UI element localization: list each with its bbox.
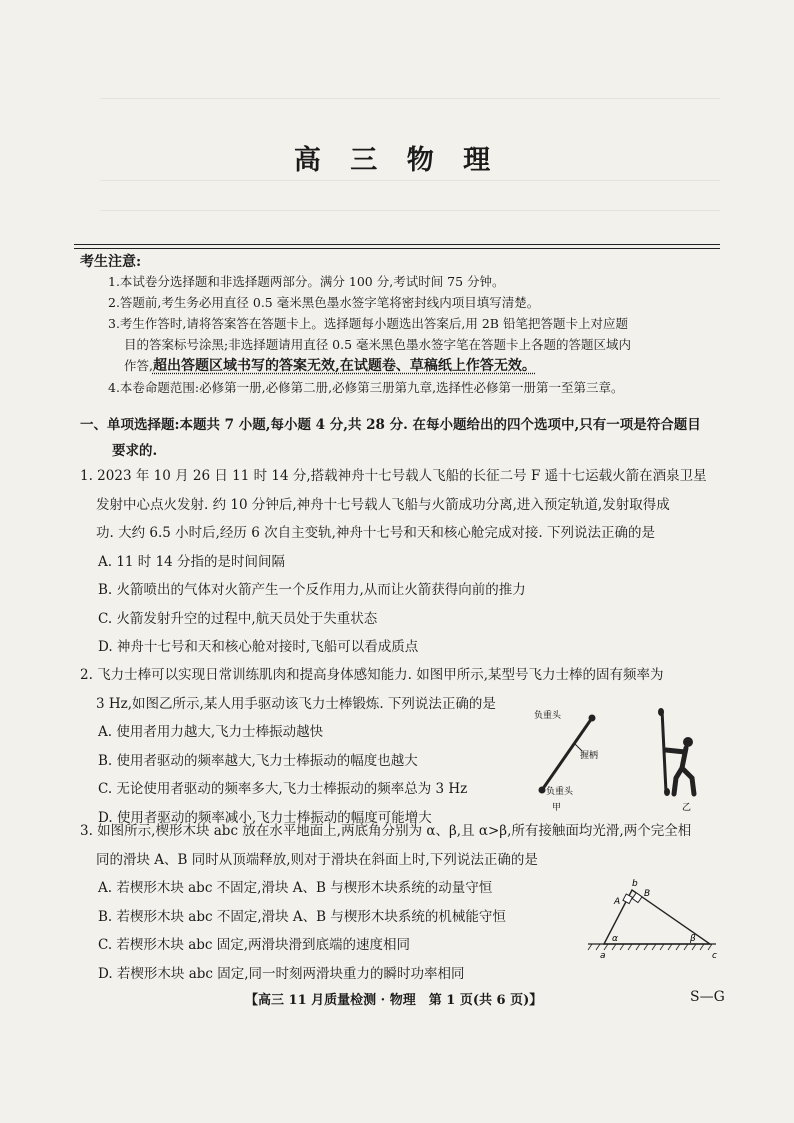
footer-code: S—G: [690, 989, 725, 1005]
question-stem: 同的滑块 A、B 同时从顶端释放,则对于滑块在斜面上时,下列说法正确的是: [96, 851, 538, 868]
notice-item-cont: [108, 355, 720, 377]
question-stem: 发射中心点火发射. 约 10 分钟后,神舟十七号载人飞船与火箭成功分离,进入预定轨道,发射取得成: [96, 496, 670, 513]
person-head: [683, 737, 693, 747]
notice-list: [108, 271, 720, 398]
notice-item: 3.考生作答时,请将答案答在答题卡上。选择题每小题选出答案后,用 2B 铅笔把答题卡上对应题: [108, 316, 628, 331]
notice-text: 作答,: [124, 358, 153, 373]
label-B: B: [644, 889, 651, 899]
section-heading: [80, 412, 722, 464]
label-beta: β: [690, 934, 696, 944]
flexi-bar-figure: [530, 706, 710, 818]
option-c: C. 若楔形木块 abc 固定,两滑块滑到底端的速度相同: [98, 937, 411, 953]
label-grip: 握柄: [580, 751, 599, 761]
notice-item-cont: 目的答案标号涂黑;非选择题请用直径 0.5 毫米黑色墨水签字笔在答题卡上各题的答题区域内: [124, 337, 632, 352]
question-stem: 功. 大约 6.5 小时后,经历 6 次自主变轨,神舟十七号和天和核心舱完成对接. 下列说法正确的是: [96, 525, 655, 541]
section-line: 一、单项选择题:本题共 7 小题,每小题 4 分,共 28 分. 在每小题给出的四个选项中,只有一项是符合题目: [80, 417, 701, 433]
option-b: B. 火箭喷出的气体对火箭产生一个反作用力,从而让火箭获得向前的推力: [98, 582, 526, 598]
section-line: 要求的.: [112, 443, 158, 459]
weight-head-top: [589, 715, 596, 722]
notice-item: 4.本卷命题范围:必修第一册,必修第二册,必修第三册第九章,选择性必修第一册第一至第三章。: [108, 380, 624, 395]
bleed-through-line: [100, 98, 720, 99]
label-bottom-weight: 负重头: [546, 787, 574, 797]
option-d: D. 使用者驱动的频率减小,飞力士棒振动的幅度可能增大: [98, 809, 432, 826]
option-a: A. 若楔形木块 abc 不固定,滑块 A、B 与楔形木块系统的动量守恒: [98, 880, 493, 896]
label-c: c: [712, 951, 717, 961]
notice-item: 2.答题前,考生务必用直径 0.5 毫米黑色墨水签字笔将密封线内项目填写清楚。: [108, 295, 540, 310]
notice-emphasis: 超出答题区域书写的答案无效,在试题卷、草稿纸上作答无效。: [152, 358, 536, 374]
block-a: [623, 894, 632, 903]
notice-item: 1.本试卷分选择题和非选择题两部分。满分 100 分,考试时间 75 分钟。: [108, 274, 505, 289]
notice-heading: 考生注意:: [80, 254, 142, 270]
page-title: 高 三 物 理: [293, 145, 501, 176]
person-body: [666, 748, 694, 794]
top-rule-thin: [74, 248, 720, 249]
bleed-through-line: [100, 180, 720, 181]
ground-hatching: [588, 944, 712, 950]
question-stem: 3 Hz,如图乙所示,某人用手驱动该飞力士棒锻炼. 下列说法正确的是: [96, 695, 496, 712]
bar-head-top: [658, 708, 664, 716]
option-d: D. 神舟十七号和天和核心舱对接时,飞船可以看成质点: [98, 639, 419, 655]
option-a: A. 11 时 14 分指的是时间间隔: [98, 553, 286, 570]
option-d: D. 若楔形木块 abc 固定,同一时刻两滑块重力的瞬时功率相同: [98, 965, 465, 982]
question-stem: 3. 如图所示,楔形木块 abc 放在水平地面上,两底角分别为 α、β,且 α>β,所有接触面均光滑,两个完全相: [80, 823, 692, 839]
label-b: b: [632, 879, 638, 889]
weight-head-bottom: [539, 787, 546, 794]
option-c: C. 无论使用者驱动的频率多大,飞力士棒振动的频率总为 3 Hz: [98, 781, 468, 797]
question-stem: 2. 飞力士棒可以实现日常训练肌肉和提高身体感知能力. 如图甲所示,某型号飞力士棒的固有频率为: [80, 667, 664, 683]
question-stem: 1. 2023 年 10 月 26 日 11 时 14 分,搭载神舟十七号载人飞船的长征二号 F 遥十七运载火箭在酒泉卫星: [80, 468, 707, 484]
top-rule-thick: [74, 244, 720, 245]
label-a: a: [600, 951, 606, 961]
label-top-weight: 负重头: [534, 711, 562, 721]
footer-center: 【高三 11 月质量检测 · 物理 第 1 页(共 6 页)】: [245, 993, 543, 1008]
caption-yi: 乙: [682, 803, 692, 813]
grip-pointer: [574, 743, 582, 751]
caption-jia: 甲: [552, 803, 562, 813]
bar-head-bottom: [664, 788, 670, 796]
option-b: B. 使用者驱动的频率越大,飞力士棒振动的幅度也越大: [98, 752, 418, 769]
option-c: C. 火箭发射升空的过程中,航天员处于失重状态: [98, 610, 378, 627]
wedge-figure: [586, 872, 720, 964]
question-1: [80, 462, 722, 662]
label-alpha: α: [612, 934, 618, 944]
option-b: B. 若楔形木块 abc 不固定,滑块 A、B 与楔形木块系统的机械能守恒: [98, 908, 506, 925]
option-a: A. 使用者用力越大,飞力士棒振动越快: [98, 724, 324, 740]
bleed-through-line: [100, 210, 720, 211]
label-A: A: [614, 897, 621, 907]
block-b: [632, 893, 642, 903]
